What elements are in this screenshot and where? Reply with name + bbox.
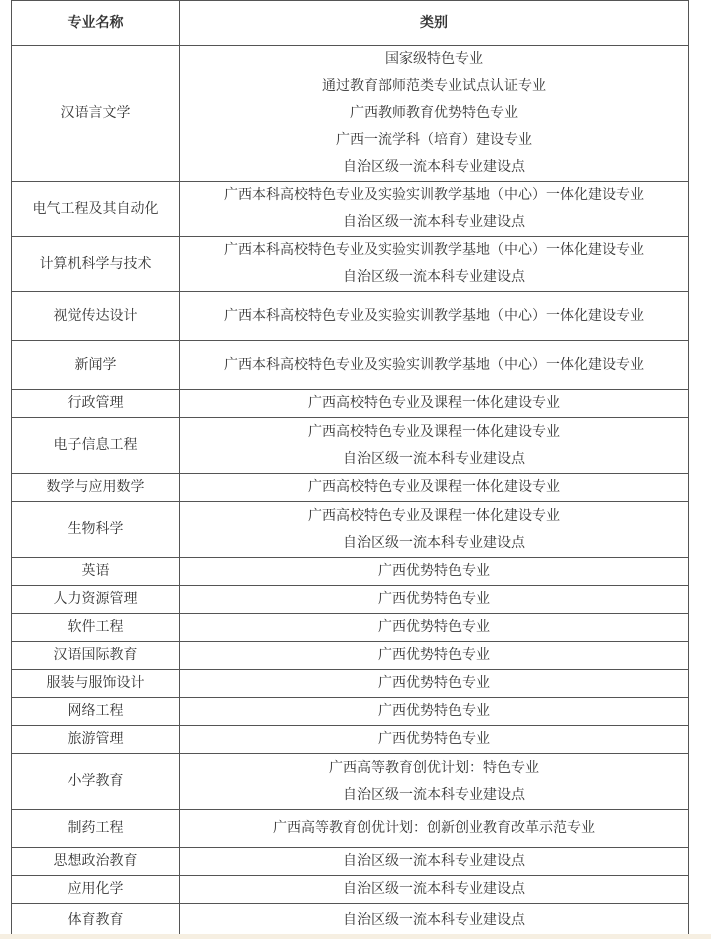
table-row — [12, 848, 689, 876]
table-row — [12, 586, 689, 614]
category-line: 国家级特色专业 — [385, 51, 483, 67]
category-cell — [180, 237, 689, 292]
major-name-cell: 思想政治教育 — [12, 848, 180, 876]
major-name-cell: 计算机科学与技术 — [12, 237, 180, 292]
major-name-cell: 生物科学 — [12, 502, 180, 558]
category-line: 广西一流学科（培育）建设专业 — [336, 132, 532, 148]
category-cell — [180, 670, 689, 698]
table-row — [12, 341, 689, 390]
category-line: 自治区级一流本科专业建设点 — [343, 214, 525, 230]
category-cell — [180, 502, 689, 558]
major-name-cell: 网络工程 — [12, 698, 180, 726]
category-cell — [180, 848, 689, 876]
table-row — [12, 726, 689, 754]
category-line: 广西本科高校特色专业及实验实训教学基地（中心）一体化建设专业 — [224, 242, 644, 258]
category-cell — [180, 46, 689, 182]
category-cell — [180, 642, 689, 670]
bottom-strip — [0, 934, 711, 939]
major-name-cell: 视觉传达设计 — [12, 292, 180, 341]
category-line: 广西本科高校特色专业及实验实训教学基地（中心）一体化建设专业 — [224, 356, 644, 373]
major-name-cell: 汉语国际教育 — [12, 642, 180, 670]
category-cell — [180, 726, 689, 754]
category-line: 广西本科高校特色专业及实验实训教学基地（中心）一体化建设专业 — [224, 307, 644, 324]
category-cell — [180, 558, 689, 586]
table-row — [12, 876, 689, 904]
category-line: 广西高校特色专业及课程一体化建设专业 — [308, 395, 560, 411]
category-cell — [180, 474, 689, 502]
category-cell — [180, 904, 689, 937]
major-name-cell: 应用化学 — [12, 876, 180, 904]
major-name-cell: 旅游管理 — [12, 726, 180, 754]
category-line: 自治区级一流本科专业建设点 — [343, 534, 525, 551]
category-line: 广西优势特色专业 — [378, 675, 490, 691]
major-name-cell: 汉语言文学 — [12, 46, 180, 182]
category-line: 广西高校特色专业及课程一体化建设专业 — [308, 507, 560, 524]
category-line: 广西高校特色专业及课程一体化建设专业 — [308, 423, 560, 440]
category-line: 广西高校特色专业及课程一体化建设专业 — [308, 479, 560, 495]
table-row — [12, 904, 689, 937]
major-name-cell: 数学与应用数学 — [12, 474, 180, 502]
table-row — [12, 292, 689, 341]
major-name-cell: 软件工程 — [12, 614, 180, 642]
table-row — [12, 237, 689, 292]
category-line: 自治区级一流本科专业建设点 — [343, 269, 525, 285]
category-line: 自治区级一流本科专业建设点 — [343, 853, 525, 869]
table-body — [12, 46, 689, 937]
category-line: 广西优势特色专业 — [378, 563, 490, 579]
major-name-cell: 制药工程 — [12, 810, 180, 848]
table-row — [12, 418, 689, 474]
table-row — [12, 182, 689, 237]
category-cell — [180, 390, 689, 418]
table-row — [12, 558, 689, 586]
major-name-cell: 小学教育 — [12, 754, 180, 810]
major-name-cell: 人力资源管理 — [12, 586, 180, 614]
table-row — [12, 474, 689, 502]
category-cell — [180, 182, 689, 237]
table-row — [12, 390, 689, 418]
table-row — [12, 614, 689, 642]
category-cell — [180, 810, 689, 848]
category-cell — [180, 614, 689, 642]
category-cell — [180, 418, 689, 474]
category-line: 自治区级一流本科专业建设点 — [343, 786, 525, 803]
table-row — [12, 810, 689, 848]
major-name-cell: 服装与服饰设计 — [12, 670, 180, 698]
category-line: 广西优势特色专业 — [378, 731, 490, 747]
category-line: 广西优势特色专业 — [378, 619, 490, 635]
major-name-cell: 体育教育 — [12, 904, 180, 937]
category-cell — [180, 876, 689, 904]
category-cell — [180, 586, 689, 614]
category-line: 广西优势特色专业 — [378, 591, 490, 607]
table-row — [12, 642, 689, 670]
header-major-name: 专业名称 — [12, 1, 180, 46]
major-name-cell: 新闻学 — [12, 341, 180, 390]
majors-table — [11, 0, 689, 937]
category-line: 广西高等教育创优计划：创新创业教育改革示范专业 — [273, 820, 595, 836]
table-row — [12, 46, 689, 182]
category-line: 自治区级一流本科专业建设点 — [343, 911, 525, 928]
category-line: 自治区级一流本科专业建设点 — [343, 881, 525, 897]
major-name-cell: 英语 — [12, 558, 180, 586]
major-name-cell: 电子信息工程 — [12, 418, 180, 474]
header-row — [12, 1, 689, 46]
table-row — [12, 698, 689, 726]
table-row — [12, 502, 689, 558]
category-line: 自治区级一流本科专业建设点 — [343, 159, 525, 175]
major-name-cell: 行政管理 — [12, 390, 180, 418]
major-name-cell: 电气工程及其自动化 — [12, 182, 180, 237]
category-line: 广西优势特色专业 — [378, 703, 490, 719]
table-row — [12, 754, 689, 810]
category-line: 自治区级一流本科专业建设点 — [343, 450, 525, 467]
category-line: 广西本科高校特色专业及实验实训教学基地（中心）一体化建设专业 — [224, 187, 644, 203]
header-category: 类别 — [180, 1, 689, 46]
category-line: 广西高等教育创优计划：特色专业 — [329, 759, 539, 776]
category-line: 广西教师教育优势特色专业 — [350, 105, 518, 121]
category-line: 通过教育部师范类专业试点认证专业 — [322, 78, 546, 94]
category-cell — [180, 341, 689, 390]
category-cell — [180, 292, 689, 341]
category-cell — [180, 754, 689, 810]
category-cell — [180, 698, 689, 726]
table-row — [12, 670, 689, 698]
category-line: 广西优势特色专业 — [378, 647, 490, 663]
